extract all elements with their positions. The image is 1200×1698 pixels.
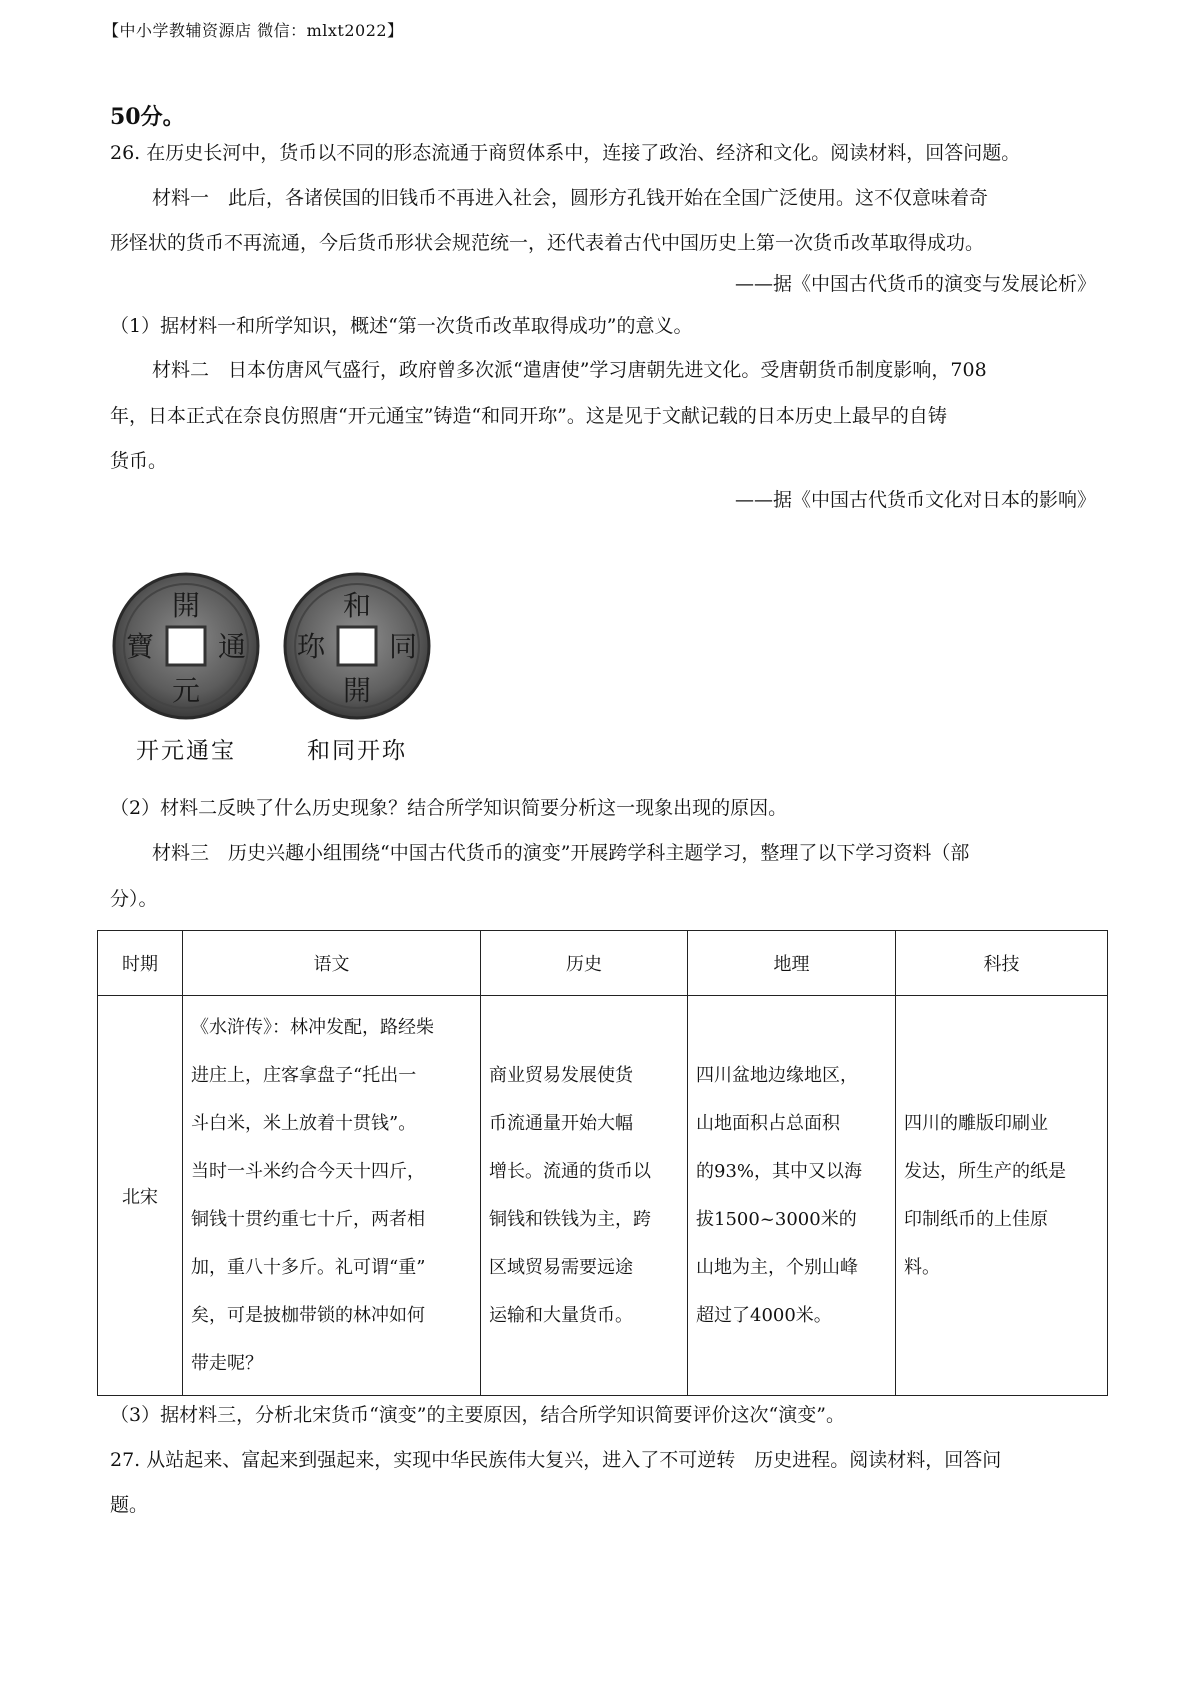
cell-line: 铜钱和铁钱为主，跨: [489, 1208, 651, 1230]
table-header-row: [98, 931, 1108, 996]
coin-inscription-glyph: 開: [342, 674, 372, 707]
coin-2-label: 和同开珎: [307, 738, 407, 764]
material-1-line-1: 材料一 此后，各诸侯国的旧钱币不再进入社会，圆形方孔钱开始在全国广泛使用。这不仅意味着奇: [152, 187, 989, 209]
cell-line: 加，重八十多斤。礼可谓“重”: [191, 1256, 426, 1278]
cell-line: 增长。流通的货币以: [489, 1160, 651, 1182]
col-header-tech: 科技: [896, 931, 1108, 996]
cell-line: 矣，可是披枷带锁的林冲如何: [191, 1304, 425, 1326]
cell-line: 斗白米，米上放着十贯钱”。: [191, 1112, 417, 1134]
cell-line: 拔1500~3000米的: [696, 1208, 857, 1230]
q27-line-2: 题。: [110, 1494, 149, 1516]
page-header-watermark: 【中小学教辅资源店 微信：mlxt2022】: [103, 21, 404, 40]
table-row: [98, 996, 1108, 1396]
sub-question-1: （1）据材料一和所学知识，概述“第一次货币改革取得成功”的意义。: [110, 315, 693, 337]
material-1-line-2: 形怪状的货币不再流通，今后货币形状会规范统一，还代表着古代中国历史上第一次货币改革取得成功。: [110, 232, 985, 254]
cell-line: 商业贸易发展使货: [489, 1064, 633, 1086]
col-header-history: 历史: [481, 931, 688, 996]
cell-line: 进庄上，庄客拿盘子“托出一: [191, 1064, 417, 1086]
cell-line: 四川的雕版印刷业: [904, 1112, 1048, 1134]
cell-line: 超过了4000米。: [696, 1304, 832, 1326]
coin-inscription-glyph: 開: [171, 589, 201, 622]
coin-inscription-glyph: 寶: [125, 630, 155, 663]
col-header-chinese: 语文: [183, 931, 481, 996]
cell-period: 北宋: [98, 996, 183, 1396]
cell-chinese: [183, 996, 481, 1396]
coin-inscription-glyph: 和: [342, 589, 372, 622]
coin-inscription-glyph: 同: [388, 630, 418, 663]
material-3-line-2: 分）。: [110, 888, 158, 910]
sub-question-2: （2）材料二反映了什么历史现象？结合所学知识简要分析这一现象出现的原因。: [110, 797, 788, 819]
cell-line: 的93%，其中又以海: [696, 1160, 863, 1182]
cell-line: 当时一斗米约合今天十四斤，: [191, 1160, 425, 1182]
cell-line: 币流通量开始大幅: [489, 1112, 633, 1134]
cell-tech: [896, 996, 1108, 1396]
coin-kaiyuan-image: [110, 572, 262, 720]
coin-wado-image: [281, 572, 433, 720]
cell-line: 山地为主，个别山峰: [696, 1256, 858, 1278]
q26-stem: 26. 在历史长河中，货币以不同的形态流通于商贸体系中，连接了政治、经济和文化。阅读材料，回答问题。: [110, 142, 1021, 164]
material-3-table: [97, 930, 1108, 1396]
material-3-line-1: 材料三 历史兴趣小组围绕“中国古代货币的演变”开展跨学科主题学习，整理了以下学习资料（部: [152, 842, 970, 864]
coin-1-label: 开元通宝: [136, 738, 236, 764]
cell-geography: [688, 996, 896, 1396]
cell-line: 发达，所生产的纸是: [904, 1160, 1066, 1182]
cell-line: 四川盆地边缘地区，: [696, 1064, 858, 1086]
material-2-line-3: 货币。: [110, 450, 168, 472]
cell-line: 运输和大量货币。: [489, 1304, 633, 1326]
material-2-line-2: 年，日本正式在奈良仿照唐“开元通宝”铸造“和同开珎”。这是见于文献记载的日本历史上最早的自铸: [110, 405, 947, 427]
cell-line: 铜钱十贯约重七十斤，两者相: [191, 1208, 425, 1230]
q27-line-1: 27. 从站起来、富起来到强起来，实现中华民族伟大复兴，进入了不可逆转 历史进程。阅读材料，回答问: [110, 1449, 1002, 1471]
coin-wado-kaichin: [281, 572, 433, 765]
material-2-line-1: 材料二 日本仿唐风气盛行，政府曾多次派“遣唐使”学习唐朝先进文化。受唐朝货币制度影响，708: [152, 359, 987, 381]
col-header-geography: 地理: [688, 931, 896, 996]
coin-inscription-glyph: 元: [171, 674, 201, 707]
material-1-citation: ——据《中国古代货币的演变与发展论析》: [734, 273, 1096, 295]
cell-line: 料。: [904, 1256, 940, 1278]
coin-kaiyuan-tongbao: [110, 572, 262, 765]
cell-line: 区域贸易需要远途: [489, 1256, 633, 1278]
cell-line: 山地面积占总面积: [696, 1112, 840, 1134]
sub-question-3: （3）据材料三，分析北宋货币“演变”的主要原因，结合所学知识简要评价这次“演变”。: [110, 1404, 845, 1426]
cell-line: 带走呢？: [191, 1352, 263, 1374]
cell-line: 《水浒传》：林冲发配，路经柴: [191, 1016, 434, 1038]
cell-history: [481, 996, 688, 1396]
cell-line: 印制纸币的上佳原: [904, 1208, 1048, 1230]
material-2-citation: ——据《中国古代货币文化对日本的影响》: [734, 489, 1096, 511]
section-score: 50分。: [110, 104, 185, 130]
coin-inscription-glyph: 珎: [296, 630, 326, 663]
coin-inscription-glyph: 通: [217, 630, 247, 663]
col-header-period: 时期: [98, 931, 183, 996]
